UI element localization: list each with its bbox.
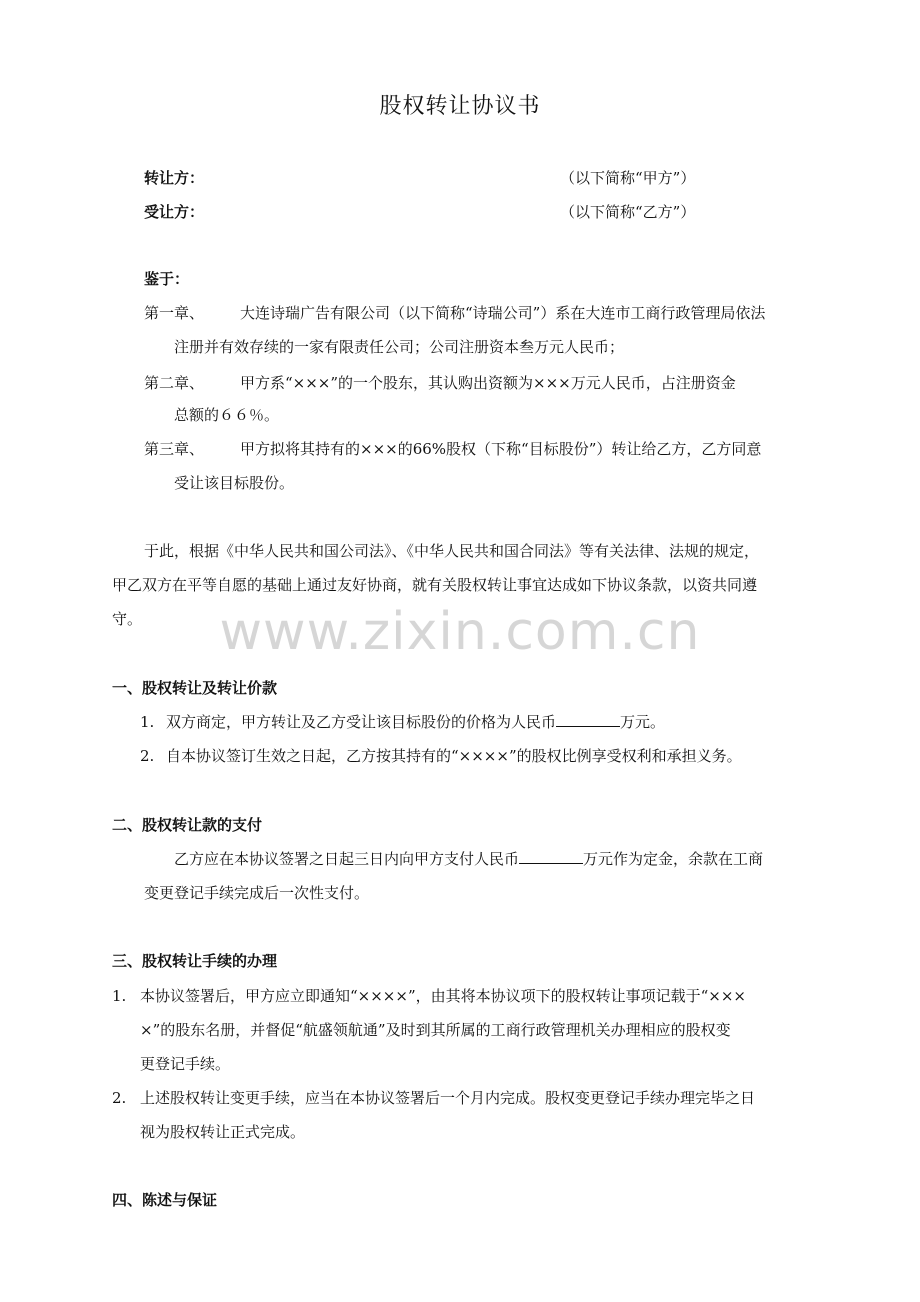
whereas-heading: 鉴于： bbox=[144, 270, 190, 288]
chapter-label: 第三章、 bbox=[144, 440, 205, 458]
clause-text-after: 万元。 bbox=[620, 713, 666, 731]
clause-text-before: 双方商定，甲方转让及乙方受让该目标股份的价格为人民币 bbox=[166, 713, 557, 731]
clause-text: 本协议签署后，甲方应立即通知“××××”，由其将本协议项下的股权转让事项记载于“××× bbox=[140, 987, 746, 1005]
transferor-note: （以下简称“甲方”） bbox=[560, 169, 696, 187]
preamble-line: 守。 bbox=[112, 610, 143, 628]
clause-text-after: 万元作为定金，余款在工商 bbox=[583, 850, 764, 868]
preamble-line: 甲乙双方在平等自愿的基础上通过友好协商，就有关股权转让事宜达成如下协议条款，以资共同遵 bbox=[112, 576, 758, 594]
list-number: 2. bbox=[112, 1089, 127, 1107]
clause-text: 更登记手续。 bbox=[140, 1055, 231, 1073]
transferee-label: 受让方： bbox=[144, 203, 205, 221]
list-number: 1. bbox=[112, 987, 127, 1005]
list-number: 2. bbox=[140, 747, 155, 765]
watermark: www.zixin.com.cn bbox=[219, 602, 701, 662]
chapter-text: 受让该目标股份。 bbox=[174, 474, 295, 492]
transferor-label: 转让方： bbox=[144, 169, 205, 187]
clause-text: 视为股权转让正式完成。 bbox=[140, 1123, 306, 1141]
preamble-line: 于此，根据《中华人民共和国公司法》、《中华人民共和国合同法》等有关法律、法规的规定， bbox=[144, 542, 760, 560]
document-title: 股权转让协议书 bbox=[379, 94, 541, 119]
clause-text bbox=[166, 712, 665, 732]
chapter-text: 甲方系“×××”的一个股东，其认购出资额为×××万元人民币，占注册资金 bbox=[240, 374, 736, 392]
clause-text: 自本协议签订生效之日起，乙方按其持有的“××××”的股权比例享受权利和承担义务。 bbox=[166, 747, 742, 765]
section-heading: 四、陈述与保证 bbox=[112, 1191, 218, 1209]
clause-text: ×”的股东名册，并督促“航盛领航通”及时到其所属的工商行政管理机关办理相应的股权变 bbox=[140, 1021, 731, 1039]
section-heading: 三、股权转让手续的办理 bbox=[112, 952, 278, 970]
clause-text-before: 乙方应在本协议签署之日起三日内向甲方支付人民币 bbox=[174, 850, 520, 868]
list-number: 1. bbox=[140, 713, 155, 731]
chapter-text: 注册并有效存续的一家有限责任公司；公司注册资本叁万元人民币； bbox=[174, 338, 625, 356]
section-heading: 二、股权转让款的支付 bbox=[112, 816, 263, 834]
chapter-label: 第二章、 bbox=[144, 374, 205, 392]
clause-text: 变更登记手续完成后一次性支付。 bbox=[144, 884, 370, 902]
price-blank bbox=[556, 712, 620, 727]
clause-text bbox=[174, 849, 763, 869]
chapter-text: 总额的６６％。 bbox=[174, 406, 280, 424]
chapter-text: 大连诗瑞广告有限公司（以下简称“诗瑞公司”）系在大连市工商行政管理局依法 bbox=[240, 304, 766, 322]
chapter-label: 第一章、 bbox=[144, 304, 205, 322]
chapter-text: 甲方拟将其持有的×××的66%股权（下称“目标股份”）转让给乙方，乙方同意 bbox=[240, 440, 762, 458]
clause-text: 上述股权转让变更手续，应当在本协议签署后一个月内完成。股权变更登记手续办理完毕之日 bbox=[140, 1089, 756, 1107]
deposit-blank bbox=[519, 849, 583, 864]
transferee-note: （以下简称“乙方”） bbox=[560, 203, 696, 221]
section-heading: 一、股权转让及转让价款 bbox=[112, 679, 278, 697]
